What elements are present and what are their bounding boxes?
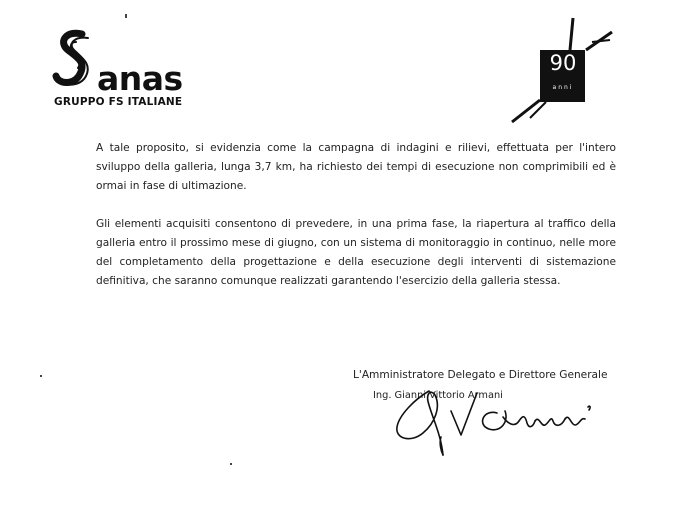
anniversary-word: anni (552, 84, 574, 91)
scan-speck (40, 375, 42, 377)
signatory-name: Ing. Gianni Vittorio Armani (373, 390, 503, 401)
logo-wordmark: anas (97, 59, 183, 98)
body-paragraph-1: A tale proposito, si evidenzia come la campagna di indagini e rilievi, effettuata per l'intero sviluppo della galleria, lunga 3,7 km, ha richiesto dei tempi di esecuzione non comprimibili ed è ormai in fase di ultimazione. (96, 142, 616, 192)
anas-s-icon (52, 28, 100, 90)
scan-speck (125, 14, 127, 18)
anas-logo (52, 28, 202, 108)
letter-body (96, 139, 616, 291)
signatory-title: L'Amministratore Delegato e Direttore Generale (353, 369, 608, 381)
body-paragraph-2: Gli elementi acquisiti consentono di prevedere, in una prima fase, la riapertura al traffico della galleria entro il prossimo mese di giugno, con un sistema di monitoraggio in continuo, nelle more del completamento della progettazione e della esecuzione degli interventi di sistemazione definitiva, che saranno comunque realizzati garantendo l'esercizio della galleria stessa. (96, 218, 616, 287)
anniversary-number: 90 (549, 51, 577, 75)
scan-speck (230, 463, 232, 465)
logo-group-label: GRUPPO FS ITALIANE (54, 96, 183, 108)
handwritten-signature (385, 385, 600, 465)
ninety-years-logo (500, 10, 620, 125)
